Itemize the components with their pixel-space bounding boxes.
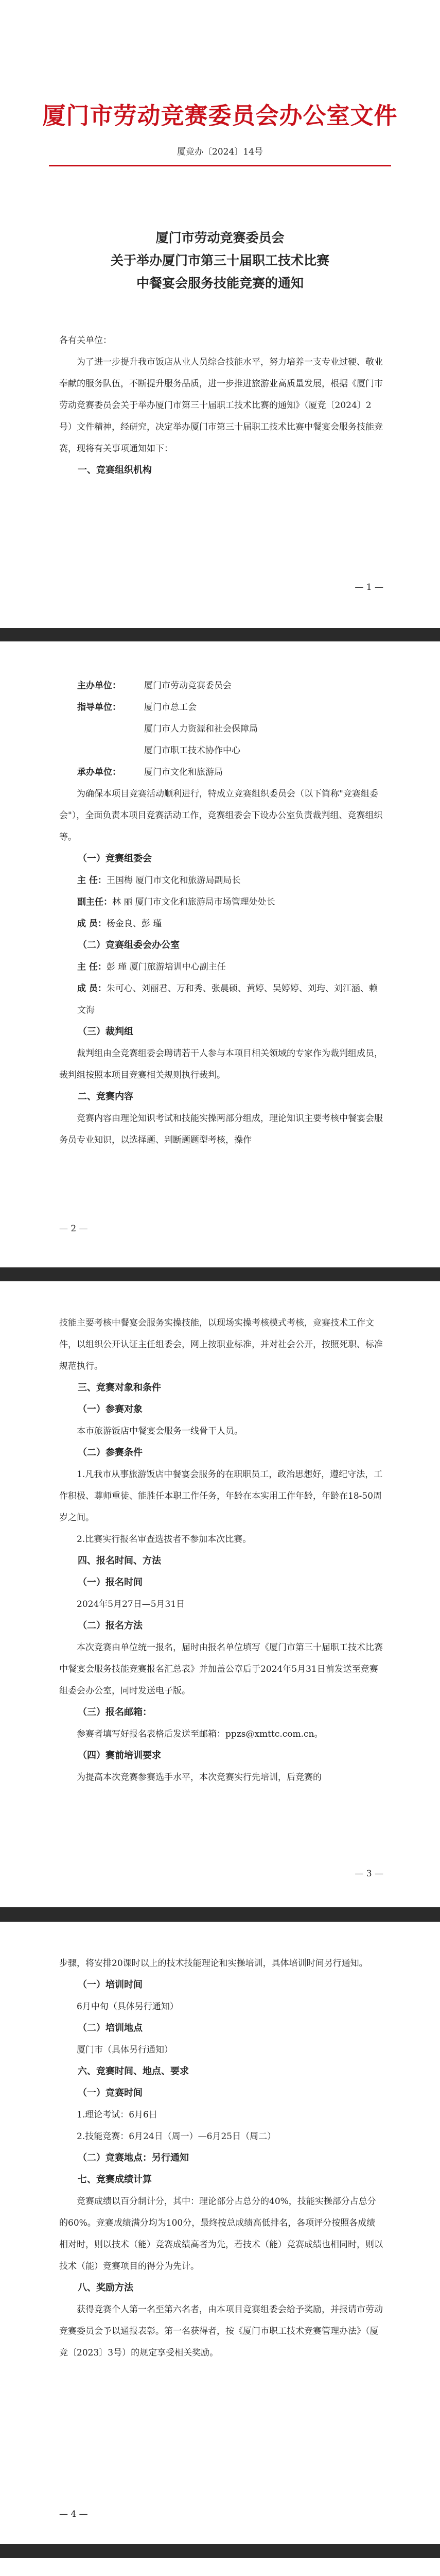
page-number: — 3 — (355, 1869, 383, 1879)
paragraph: 本次竞赛由单位统一报名，届时由报名单位填写《厦门市第三十届职工技术比赛中餐宴会服务技能竞赛报名汇总表》并加盖公章后于2024年5月31日前发送至竞赛组委会办公室，同时发送电子版。 (59, 1642, 383, 1696)
section-heading: 六、竞赛时间、地点、要求 (78, 2066, 189, 2077)
title-line: 关于举办厦门市第三十届职工技术比赛 (110, 253, 329, 268)
value-text: 厦门市（具体另行通知） (77, 2045, 173, 2055)
salutation: 各有关单位： (59, 335, 112, 346)
subsection-heading: （一）培训时间 (78, 1979, 143, 1990)
date-value: 2024年5月27日—5月31日 (77, 1599, 185, 1609)
committee-row: 副主任：林 丽 厦门市文化和旅游局市场管理处处长 (77, 897, 275, 907)
page-number: — 1 — (355, 582, 383, 592)
section-heading: 八、奖励方法 (78, 2282, 133, 2293)
section-heading: 二、竞赛内容 (78, 1091, 133, 1102)
subsection-heading: （一）报名时间 (78, 1577, 143, 1588)
paragraph: 竞赛内容由理论知识考试和技能实操两部分组成，理论知识主要考核中餐宴会服务员专业知识，以选择题、判断题题型考核，操作 (59, 1113, 383, 1145)
document-page-3 (0, 1281, 440, 1907)
section-heading: 一、竞赛组织机构 (78, 465, 152, 476)
subsection-heading: （一）竞赛时间 (78, 2088, 143, 2098)
list-item: 1.凡我市从事旅游饭店中餐宴会服务的在职职员工，政治思想好，遵纪守法，工作积极、尊师重徒、能胜任本职工作任务，年龄在本实用工作年龄，年龄在18-50周岁之间。 (59, 1469, 383, 1523)
paragraph: 参赛者填写好报名表格后发送至邮箱：ppzs@xmttc.com.cn。 (77, 1729, 323, 1739)
page-body (59, 330, 383, 481)
document-page-5 (0, 2558, 440, 2576)
paragraph: 为了进一步提升我市饭店从业人员综合技能水平，努力培养一支专业过硬、敬业奉献的服务队伍，不断提升服务品质，进一步推进旅游业高质量发展，根据《厦门市劳动竞赛委员会关于举办厦门市第三十届职工技术比赛的通知》（厦竞〔2024〕2号）文件精神，经研究，决定举办厦门市第三十届职工技术比赛中餐宴会服务技能竞赛，现将有关事项通知如下： (59, 357, 383, 454)
document-title (41, 227, 399, 295)
page-body (59, 1953, 383, 2364)
value-text: 6月中旬（具体另行通知） (77, 2002, 179, 2012)
title-line: 中餐宴会服务技能竞赛的通知 (136, 276, 304, 291)
list-item: 2.比赛实行报名审查选拔者不参加本次比赛。 (77, 1534, 252, 1545)
title-line: 厦门市劳动竞赛委员会 (155, 230, 285, 245)
office-list (59, 956, 383, 1021)
subsection-heading: （一）参赛对象 (78, 1404, 143, 1415)
section-heading: 三、竞赛对象和条件 (78, 1382, 161, 1393)
list-item: 2.技能竞赛：6月24日（周一）—6月25日（周二） (77, 2131, 276, 2142)
subsection-heading: （三）报名邮箱： (78, 1707, 152, 1718)
page-number: — 2 — (59, 1224, 88, 1234)
document-header: 厦门市劳动竞赛委员会办公室文件 (42, 102, 398, 129)
subsection-heading: （一）竞赛组委会 (78, 853, 152, 864)
subsection-heading: （二）报名方法 (78, 1620, 143, 1631)
office-row: 成 员：朱可心、刘丽君、万和秀、张晨硕、黄婷、吴婷婷、刘玙、刘江涵、赖文海 (77, 984, 378, 1015)
organizer-row: 主办单位： 厦门市劳动竞赛委员会 (77, 681, 232, 691)
subsection-heading: （四）赛前培训要求 (78, 1750, 161, 1761)
paragraph: 获得竞赛个人第一名至第六名者，由本项目竞赛组委会给予奖励，并报请市劳动竞赛委员会予以通报表彰。第一名获得者，按《厦门市职工技术竞赛管理办法》（厦竞〔2023〕3号）的规定享受相关奖励。 (59, 2304, 383, 2358)
organizer-row: 厦门市职工技术协作中心 (144, 745, 240, 756)
paragraph: 本市旅游饭店中餐宴会服务一线骨干人员。 (77, 1426, 243, 1436)
red-divider (49, 165, 391, 166)
committee-row: 主 任：王国梅 厦门市文化和旅游局副局长 (77, 875, 241, 886)
subsection-heading: （二）竞赛组委会办公室 (78, 940, 180, 951)
paragraph: 竞赛成绩以百分制计分，其中：理论部分占总分的40%，技能实操部分占总分的60%。竞赛成绩满分均为100分，最终按总成绩高低排名，各项评分按照各成绩相对时，则以技术（能）竞赛成绩高者为先，若技术（能）竞赛成绩也相同时，则以技术（能）竞赛项目的得分为先计。 (59, 2196, 383, 2272)
organizer-row: 指导单位： 厦门市总工会 (77, 702, 197, 713)
document-page-4 (0, 1922, 440, 2544)
list-item: 1.理论考试：6月6日 (77, 2110, 157, 2120)
section-heading: 七、竞赛成绩计算 (78, 2174, 152, 2185)
office-row: 主 任：彭 瑾 厦门旅游培训中心副主任 (77, 962, 226, 972)
paragraph: 裁判组由全竞赛组委会聘请若干人参与本项目相关领域的专家作为裁判组成员，裁判组按照本项目竞赛相关规则执行裁判。 (59, 1048, 383, 1080)
page-body (59, 783, 383, 1151)
subsection-heading: （二）参赛条件 (78, 1447, 143, 1458)
subsection-heading: （二）培训地点 (78, 2023, 143, 2033)
subsection-heading: （二）竞赛地点：另行通知 (78, 2153, 189, 2163)
subsection-heading: （三）裁判组 (78, 1026, 133, 1037)
paragraph: 步骤，将安排20课时以上的技术技能理论和实操培训，具体培训时间另行通知。 (59, 1958, 368, 1969)
paragraph: 为提高本次竞赛参赛选手水平，本次竞赛实行先培训，后竞赛的 (77, 1772, 322, 1783)
page-number: — 4 — (59, 2509, 88, 2519)
organizer-list (77, 675, 383, 783)
organizer-row: 承办单位： 厦门市文化和旅游局 (77, 767, 223, 777)
document-number: 厦竞办〔2024〕14号 (177, 147, 263, 157)
document-page-2 (0, 641, 440, 1267)
committee-row: 成 员：杨金良、彭 瑾 (77, 919, 162, 929)
organizer-row: 厦门市人力资源和社会保障局 (144, 724, 258, 734)
paragraph: 技能主要考核中餐宴会服务实操技能，以现场实操考核模式考核，竞赛技术工作文件，以组织公开认证主任组委会，网上按职业标准，并对社会公开，按照死职、标准规范执行。 (59, 1318, 383, 1371)
page-body (59, 1312, 383, 1788)
section-heading: 四、报名时间、方法 (78, 1555, 161, 1566)
paragraph: 为确保本项目竞赛活动顺利进行，特成立竞赛组织委员会（以下简称"竞赛组委会"），全面负责本项目竞赛活动工作，竞赛组委会下设办公室负责裁判组、竞赛组织等。 (59, 789, 383, 842)
document-page-1 (0, 0, 440, 628)
committee-list (59, 870, 383, 935)
